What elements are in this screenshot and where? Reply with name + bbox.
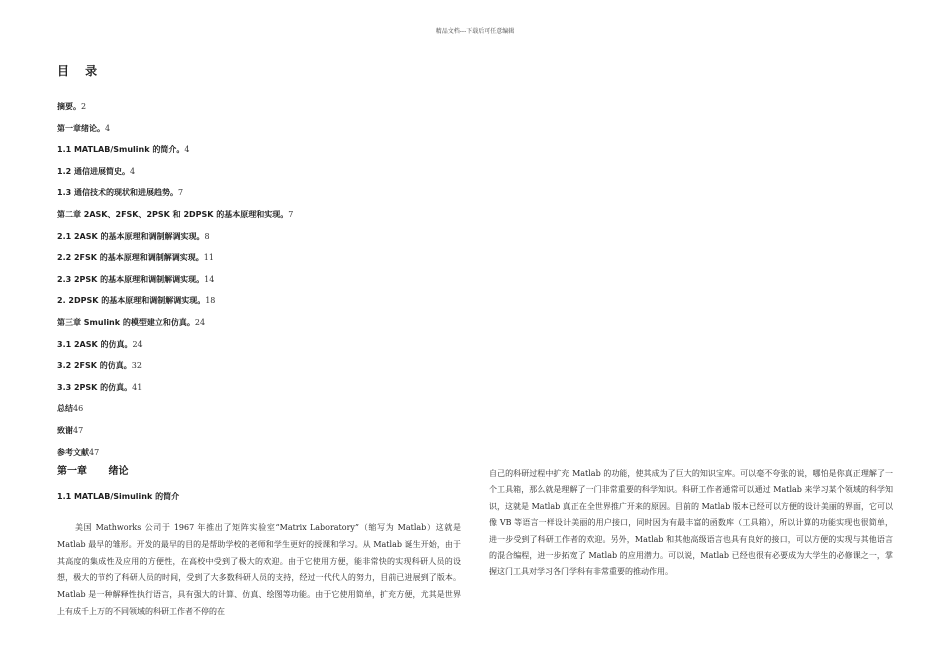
toc-item-title: 第三章 Smulink 的模型建立和仿真。 [57, 317, 195, 327]
toc-item-title: 2.1 2ASK 的基本原理和调制解调实现。 [57, 231, 205, 241]
toc-item[interactable] [57, 230, 477, 252]
toc-item-title: 摘要。 [57, 102, 81, 111]
toc-item[interactable] [57, 402, 477, 424]
toc-item-title: 3.2 2FSK 的仿真。 [57, 361, 132, 371]
toc-item-title: 2.2 2FSK 的基本原理和调制解调实现。 [57, 253, 204, 263]
toc-item-title: 参考文献 [57, 447, 89, 457]
toc-item-page: 7 [177, 188, 184, 198]
toc-item[interactable] [57, 381, 477, 403]
toc-item[interactable] [57, 359, 477, 381]
toc-item-page: 18 [205, 296, 216, 306]
toc-item-page: 8 [204, 231, 210, 241]
toc-item-title: 1.3 通信技术的现状和进展趋势。 [57, 188, 178, 198]
toc-item[interactable] [57, 165, 477, 187]
toc-item-title: 2.3 2PSK 的基本原理和调制解调实现。 [57, 274, 205, 284]
toc-item-page: 7 [288, 209, 294, 219]
toc-title: 目 录 [57, 64, 104, 78]
toc-item[interactable] [57, 143, 477, 165]
toc-item-title: 1.2 通信进展简史。 [57, 166, 130, 176]
toc-item-page: 4 [184, 145, 190, 155]
toc-item[interactable] [57, 316, 477, 338]
toc-item-title: 2. 2DPSK 的基本原理和调制解调实现。 [57, 296, 206, 306]
toc-item[interactable] [57, 122, 477, 144]
toc-item-title: 致谢 [57, 425, 73, 435]
toc-item-page: 41 [132, 382, 143, 392]
toc-item[interactable] [57, 338, 477, 360]
toc-item-page: 47 [89, 447, 100, 457]
toc-item[interactable] [57, 208, 477, 230]
toc-item-title: 第二章 2ASK、2FSK、2PSK 和 2DPSK 的基本原理和实现。 [57, 209, 289, 219]
toc-item-page: 4 [129, 166, 136, 176]
toc-item-page: 14 [204, 274, 215, 284]
toc-item-title: 1.1 MATLAB/Smulink 的简介。 [57, 145, 185, 155]
toc-item-title: 3.1 2ASK 的仿真。 [57, 339, 133, 349]
chapter-heading: 第一章 绪论 [57, 466, 129, 477]
toc-item-title: 第一章绪论。 [57, 123, 105, 133]
toc-item[interactable] [57, 251, 477, 273]
toc-item[interactable] [57, 273, 477, 295]
body-paragraph-left: 美国 Mathworks 公司于 1967 年推出了矩阵实验室“Matrix Laboratory”（缩写为 Matlab）这就是 Matlab 最早的雏形。开发的最早的目的是帮助学校的老师和学生更好的授课和学习。从 Matlab 诞生开始，由于其高度的集成性及应用的方便性，在高校中受到了极大的欢迎。由于它使用方便，能非常快的实现科研人员的设想，极大的节约了科研人员的时间，受到了大多数科研人员的支持，经过一代代人的努力，目前已进展到了版本。Matlab 是一种解释性执行语言，具有强大的计算、仿真、绘图等功能。由于它使用简单，扩充方便，尤其是世界上有成千上万的不同领域的科研工作者不停的在 [57, 523, 461, 616]
toc-item-page: 32 [131, 361, 142, 371]
toc-item-page: 2 [81, 102, 87, 111]
toc-item-title: 3.3 2PSK 的仿真。 [57, 382, 133, 392]
toc-item-page: 47 [73, 425, 84, 435]
toc-item[interactable] [57, 424, 477, 446]
section-heading: 1.1 MATLAB/Simulink 的简介 [57, 492, 180, 501]
toc-item-page: 11 [203, 253, 214, 263]
toc-item[interactable] [57, 100, 477, 122]
body-paragraph-right: 自己的科研过程中扩充 Matlab 的功能，使其成为了巨大的知识宝库。可以毫不夸张的说，哪怕是你真正理解了一个工具箱，那么就是理解了一门非常重要的科学知识。科研工作者通常可以通过 Matlab 来学习某个领域的科学知识，这就是 Matlab 真正在全世界推广开来的原因。目前的 Matlab 版本已经可以方便的设计美丽的界面，它可以像 VB 等语言一样设计美丽的用户接口，同时因为有最丰富的函数库（工具箱），所以计算的功能实现也很简单，进一步受到了科研工作者的欢迎。另外，Matlab 和其他高级语言也具有良好的接口，可以方便的实现与其他语言的混合编程，进一步拓宽了 Matlab 的应用潜力。可以说，Matlab 已经也很有必要成为大学生的必修课之一，掌握这门工具对学习各门学科有非常重要的推动作用。 [489, 469, 893, 577]
toc-item[interactable] [57, 186, 477, 208]
page-header: 精品文档---下载后可任意编辑 [435, 28, 515, 35]
toc-item-page: 46 [73, 404, 84, 414]
toc-item-page: 4 [105, 123, 111, 133]
toc-item-page: 24 [132, 339, 143, 349]
toc-item-title: 总结 [57, 404, 73, 414]
toc-item-page: 24 [194, 317, 206, 327]
toc-item[interactable] [57, 294, 477, 316]
table-of-contents [57, 100, 477, 467]
